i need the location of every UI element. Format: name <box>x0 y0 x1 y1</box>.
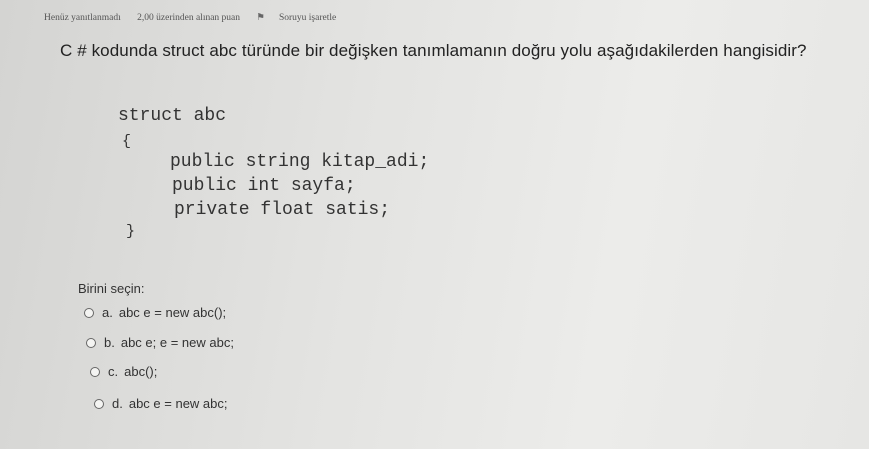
radio-button[interactable] <box>90 367 100 377</box>
option-text: abc e = new abc(); <box>118 305 227 320</box>
option-b[interactable] <box>86 335 234 350</box>
option-text: abc(); <box>124 364 158 379</box>
option-letter: a. <box>102 305 113 320</box>
option-a[interactable] <box>84 305 226 320</box>
code-open-brace: { <box>122 133 132 150</box>
option-d[interactable] <box>94 396 228 411</box>
code-line-kitap-adi: public string kitap_adi; <box>170 152 430 172</box>
code-line-sayfa: public int sayfa; <box>172 176 356 196</box>
option-letter: c. <box>108 364 119 379</box>
option-letter: b. <box>104 335 115 350</box>
question-text: C # kodunda struct abc türünde bir değişken tanımlamanın doğru yolu aşağıdakilerden hangisidir? <box>60 41 807 60</box>
option-c[interactable] <box>90 364 157 379</box>
status-text: Henüz yanıtlanmadı <box>44 13 121 23</box>
radio-button[interactable] <box>94 399 104 409</box>
code-close-brace: } <box>126 223 136 240</box>
flag-icon: ⚑ <box>256 13 265 23</box>
answer-prompt: Birini seçin: <box>78 281 145 296</box>
points-text: 2,00 üzerinden alınan puan <box>137 13 241 23</box>
radio-button[interactable] <box>86 338 96 348</box>
radio-button[interactable] <box>84 308 94 318</box>
flag-label: Soruyu işaretle <box>278 13 337 23</box>
flag-question-link[interactable] <box>256 13 350 23</box>
code-line-struct: struct abc <box>118 106 227 126</box>
option-letter: d. <box>112 396 123 411</box>
option-text: abc e; e = new abc; <box>120 335 234 350</box>
option-text: abc e = new abc; <box>128 396 228 411</box>
question-info-bar <box>44 12 364 23</box>
code-line-satis: private float satis; <box>174 200 391 220</box>
